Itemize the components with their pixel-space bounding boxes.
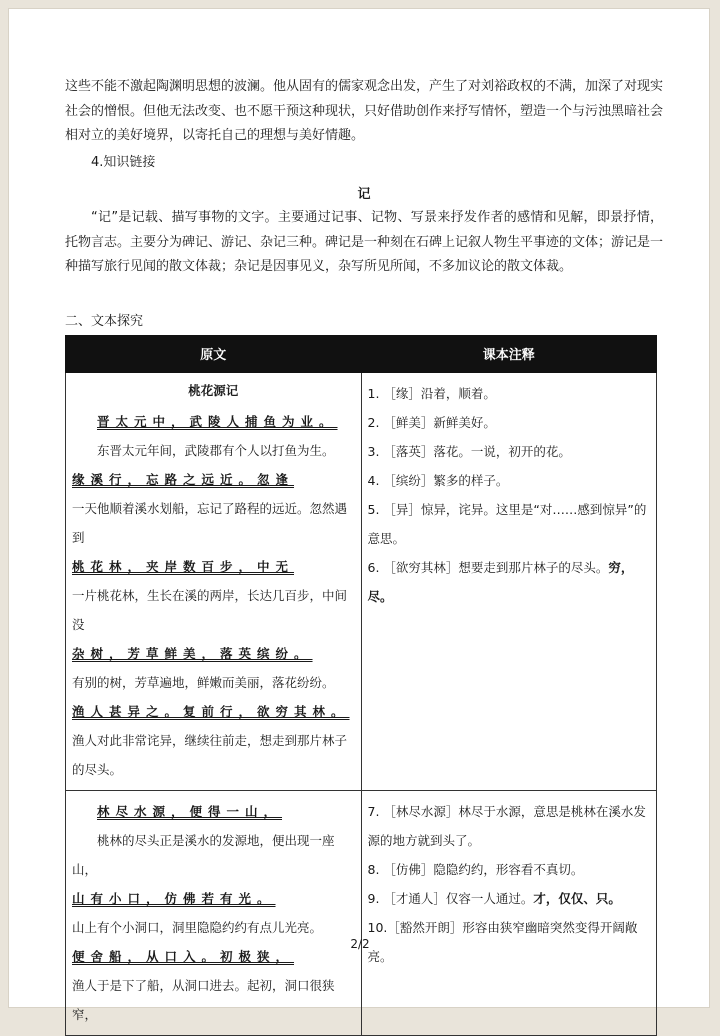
original-line: 林尽水源，便得一山， [97, 803, 283, 819]
intro-paragraph: 这些不能不激起陶渊明思想的波澜。他从固有的儒家观念出发，产生了对刘裕政权的不满，加深了对现实社会的憎恨。但他无法改变、也不愿干预这种现状，只好借助创作来抒写情怀，塑造一个与污浊黑暗社会相对立的美好境界，以寄托自己的理想与美好情趣。 [65, 79, 664, 143]
note-emphasis: 穷，尽。 [367, 559, 634, 604]
note-item: 7. ［林尽水源］林尽于水源，意思是桃林在溪水发源的地方就到头了。 [367, 803, 646, 848]
translation-line: 渔人对此非常诧异，继续往前走，想走到那片林子的尽头。 [72, 732, 348, 777]
note-item: 9. ［才通人］仅容一人通过。才，仅仅、只。 [367, 890, 621, 906]
ji-heading: 记 [357, 187, 371, 202]
translation-line: 一片桃花林，生长在溪的两岸，长达几百步，中间没 [72, 587, 348, 632]
column-header-original: 原文 [66, 335, 362, 372]
note-item: 6. ［欲穷其林］想要走到那片林子的尽头。穷，尽。 [367, 559, 634, 604]
table-row [66, 790, 657, 1035]
note-item: 2. ［鲜美］新鲜美好。 [367, 414, 496, 430]
original-line: 山有小口，仿佛若有光。 [72, 890, 276, 906]
translation-line: 一天他顺着溪水划船，忘记了路程的远近。忽然遇到 [72, 500, 348, 545]
note-item: 1. ［缘］沿着，顺着。 [367, 385, 496, 401]
note-item: 10.［豁然开朗］形容由狭窄幽暗突然变得开阔敞亮。 [367, 919, 638, 964]
translation-line: 桃林的尽头正是溪水的发源地，便出现一座山， [72, 832, 335, 877]
original-line: 便舍船，从口入。初极狭， [72, 948, 295, 964]
translation-line: 山上有个小洞口，洞里隐隐约约有点儿光亮。 [72, 919, 323, 935]
original-line: 桃花林，夹岸数百步，中无 [72, 558, 295, 574]
knowledge-link-label: 4.知识链接 [91, 154, 156, 170]
document-page [8, 8, 710, 1022]
original-line: 杂树，芳草鲜美，落英缤纷。 [72, 645, 313, 661]
translation-line: 东晋太元年间，武陵郡有个人以打鱼为生。 [97, 442, 335, 458]
original-line: 渔人甚异之。复前行，欲穷其林。 [72, 703, 350, 719]
translation-line: 渔人于是下了船，从洞口进去。起初，洞口很狭窄， [72, 977, 335, 1022]
original-cell [66, 372, 362, 790]
note-item: 5. ［异］惊异，诧异。这里是“对……感到惊异”的意思。 [367, 501, 647, 546]
notes-cell [361, 790, 657, 1035]
ji-paragraph: “记”是记载、描写事物的文字。主要通过记事、记物、写景来抒发作者的感情和见解，即景抒情，托物言志。主要分为碑记、游记、杂记三种。碑记是一种刻在石碑上记叙人物生平事迹的文体；游记是一种描写旅行见闻的散文体裁；杂记是因事见义，杂写所见所闻，不多加议论的散文体裁。 [65, 210, 664, 274]
page-content [65, 75, 663, 1036]
passage-title: 桃花源记 [188, 382, 239, 398]
section-title: 二、文本探究 [65, 313, 144, 329]
original-cell [66, 790, 362, 1035]
note-item: 4. ［缤纷］繁多的样子。 [367, 472, 509, 488]
note-emphasis: 才，仅仅、只。 [533, 890, 621, 906]
column-header-notes: 课本注释 [361, 335, 657, 372]
note-item: 3. ［落英］落花。一说，初开的花。 [367, 443, 571, 459]
table-row [66, 372, 657, 790]
original-line: 晋太元中，武陵人捕鱼为业。 [97, 413, 338, 429]
original-line: 缘溪行，忘路之远近。忽逢 [72, 471, 295, 487]
page-number: 2/2 [350, 937, 370, 951]
text-table [65, 335, 657, 1036]
note-item: 8. ［仿佛］隐隐约约，形容看不真切。 [367, 861, 584, 877]
translation-line: 有别的树，芳草遍地，鲜嫩而美丽，落花纷纷。 [72, 674, 335, 690]
notes-cell [361, 372, 657, 790]
